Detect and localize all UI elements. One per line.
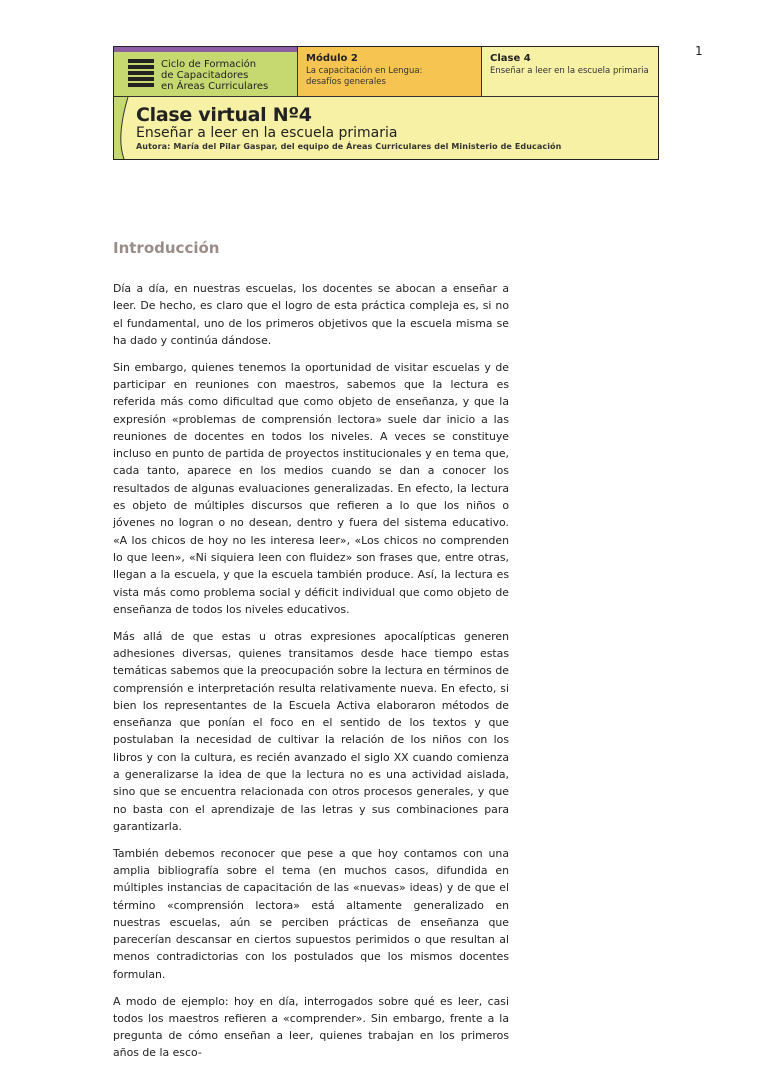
module-line-2: desafíos generales — [306, 77, 386, 87]
series-line-3: en Áreas Curriculares — [161, 81, 269, 92]
series-name — [161, 59, 268, 92]
class-title: Clase 4 — [490, 53, 531, 64]
body-text — [113, 280, 509, 1071]
class-main-subtitle: Enseñar a leer en la escuela primaria — [136, 125, 398, 141]
series-line-1: Ciclo de Formación — [161, 59, 257, 70]
class-main-title: Clase virtual Nº4 — [136, 104, 312, 126]
document-header — [113, 46, 659, 160]
paragraph: Día a día, en nuestras escuelas, los docentes se abocan a enseñar a leer. De hecho, es claro que el logro de esta práctica compleja es, si no el fundamental, uno de los primeros objetivos que la escuela misma se ha dado y continúa dándose. — [113, 282, 509, 347]
paragraph: A modo de ejemplo: hoy en día, interrogados sobre qué es leer, casi todos los maestros refieren a «comprender». Sin embargo, frente a la pregunta de cómo enseñan a leer, quienes trabajan en los primeros años de la esco- — [113, 994, 509, 1060]
module-line-1: La capacitación en Lengua: — [306, 66, 423, 76]
module-box — [298, 47, 482, 97]
series-line-2: de Capacitadores — [161, 70, 249, 81]
paragraph: También debemos reconocer que pese a que hoy contamos con una amplia bibliografía sobre el tema (en muchos casos, difundida en múltiples instancias de capacitación de las «nuevas» ideas) y de que el término «comprensión lectora» está altamente generalizado en nuestras escuelas, aún se perciben prácticas de enseñanza que parecerían descansar en ciertos supuestos perimidos o que resultan al menos contradictorias con los postulados que los mismos docentes formulan. — [113, 846, 509, 981]
paragraph: Más allá de que estas u otras expresiones apocalípticas generen adhesiones diversas, quienes transitamos desde hace tiempo estas temáticas sabemos que la preocupación sobre la lectura en términos de comprensión e interpretación resulta relativamente nueva. En efecto, si bien los representantes de la Escuela Activa elaboraron métodos de enseñanza que ponían el foco en el sentido de los textos y que postulaban la necesidad de cultivar la relación de los niños con los libros y con la cultura, es recién avanzado el siglo XX cuando comienza a generalizarse la idea de que la lectura no es una actividad aislada, sino que se encuentra relacionada con otros procesos generales, y que no basta con el aprendizaje de las letras y sus combinaciones para garantizarla. — [113, 629, 509, 833]
page-number: 1 — [695, 44, 703, 58]
purple-band — [114, 47, 297, 52]
author-line: Autora: María del Pilar Gaspar, del equipo de Áreas Curriculares del Ministerio de Educación — [136, 142, 562, 151]
paragraph: Sin embargo, quienes tenemos la oportunidad de visitar escuelas y de participar en reuniones con maestros, sabemos que la lectura es referida más como dificultad que como objeto de enseñanza, y que la expresión «problemas de comprensión lectora» suele dar inicio a las reuniones de docentes en todos los niveles. A veces se constituye incluso en punto de partida de proyectos institucionales y en tema que, cada tanto, aparece en los medios cuando se dan a conocer los resultados de algunas evaluaciones generalizadas. En efecto, la lectura es objeto de múltiples discursos que refieren a lo que los niños o jóvenes no logran o no desean, dentro y fuera del sistema educativo. «A los chicos de hoy no les interesa leer», «Los chicos no comprenden lo que leen», «Ni siquiera leen con fluidez» son frases que, entre otras, llegan a la escuela, y que la escuela también produce. Así, la lectura es vista más como problema social y déficit individual que como objeto de enseñanza de todos los niveles educativos. — [113, 360, 509, 616]
series-box — [114, 47, 298, 97]
module-title: Módulo 2 — [306, 53, 358, 64]
class-subtitle: Enseñar a leer en la escuela primaria — [490, 66, 649, 76]
section-title: Introducción — [113, 239, 220, 257]
stacked-bars-icon — [128, 59, 154, 91]
class-box — [482, 47, 658, 97]
header-top-row — [114, 47, 658, 97]
